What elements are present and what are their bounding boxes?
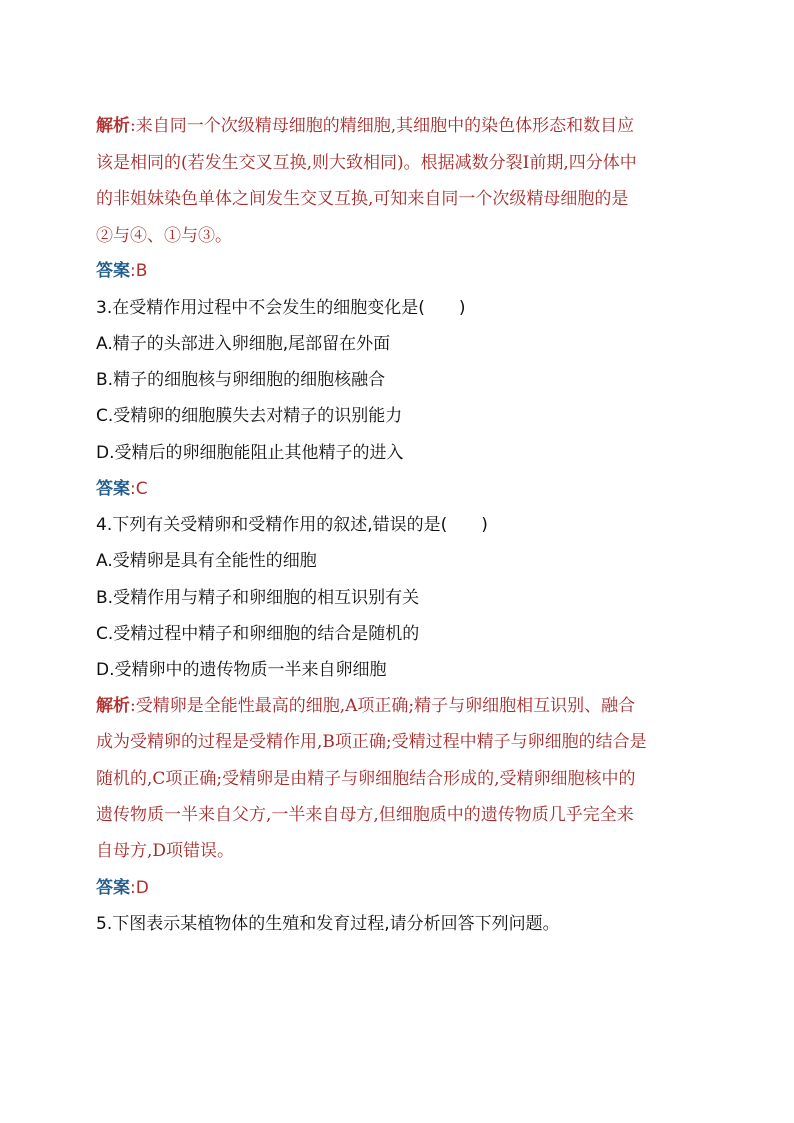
q3-option-b: B.精子的细胞核与卵细胞的细胞核融合 [96, 370, 386, 390]
q4-option-d: D.受精卵中的遗传物质一半来自卵细胞 [96, 660, 387, 680]
q2-analysis-line-2: 该是相同的(若发生交叉互换,则大致相同)。根据减数分裂Ⅰ前期,四分体中 [96, 153, 637, 173]
q4-option-b: B.受精作用与精子和卵细胞的相互识别有关 [96, 588, 420, 608]
q2-answer [96, 263, 147, 280]
answer-label: 答案 [96, 261, 130, 281]
answer-label: 答案 [96, 878, 130, 898]
q2-analysis-line-4: ②与④、①与③。 [96, 226, 232, 246]
q2-analysis-line-3: 的非姐妹染色单体之间发生交叉互换,可知来自同一个次级精母细胞的是 [96, 189, 629, 209]
analysis-label: 解析 [96, 696, 130, 716]
q4-option-c: C.受精过程中精子和卵细胞的结合是随机的 [96, 624, 420, 644]
q4-analysis-line-5: 自母方,D项错误。 [96, 841, 235, 861]
q4-option-a: A.受精卵是具有全能性的细胞 [96, 551, 317, 571]
analysis-text: :受精卵是全能性最高的细胞,A项正确;精子与卵细胞相互识别、融合 [130, 696, 636, 716]
q3-option-a: A.精子的头部进入卵细胞,尾部留在外面 [96, 334, 391, 354]
q3-option-c: C.受精卵的细胞膜失去对精子的识别能力 [96, 406, 403, 426]
q5-stem: 5.下图表示某植物体的生殖和发育过程,请分析回答下列问题。 [96, 914, 560, 934]
answer-label: 答案 [96, 479, 130, 499]
q4-analysis-line-4: 遗传物质一半来自父方,一半来自母方,但细胞质中的遗传物质几乎完全来 [96, 805, 634, 825]
q3-answer [96, 481, 148, 498]
q4-answer [96, 880, 149, 897]
analysis-text: :来自同一个次级精母细胞的精细胞,其细胞中的染色体形态和数目应 [130, 116, 635, 136]
q4-stem: 4.下列有关受精卵和受精作用的叙述,错误的是( ) [96, 515, 488, 535]
answer-value: :D [130, 878, 149, 898]
q2-analysis-line-1 [96, 118, 634, 135]
answer-value: :C [130, 479, 148, 499]
q4-analysis-line-3: 随机的,C项正确;受精卵是由精子与卵细胞结合形成的,受精卵细胞核中的 [96, 769, 636, 789]
q4-analysis-line-2: 成为受精卵的过程是受精作用,B项正确;受精过程中精子与卵细胞的结合是 [96, 732, 647, 752]
q3-option-d: D.受精后的卵细胞能阻止其他精子的进入 [96, 443, 404, 463]
q4-analysis-line-1 [96, 698, 635, 715]
q3-stem: 3.在受精作用过程中不会发生的细胞变化是( ) [96, 298, 466, 318]
answer-value: :B [130, 261, 148, 281]
analysis-label: 解析 [96, 116, 130, 136]
